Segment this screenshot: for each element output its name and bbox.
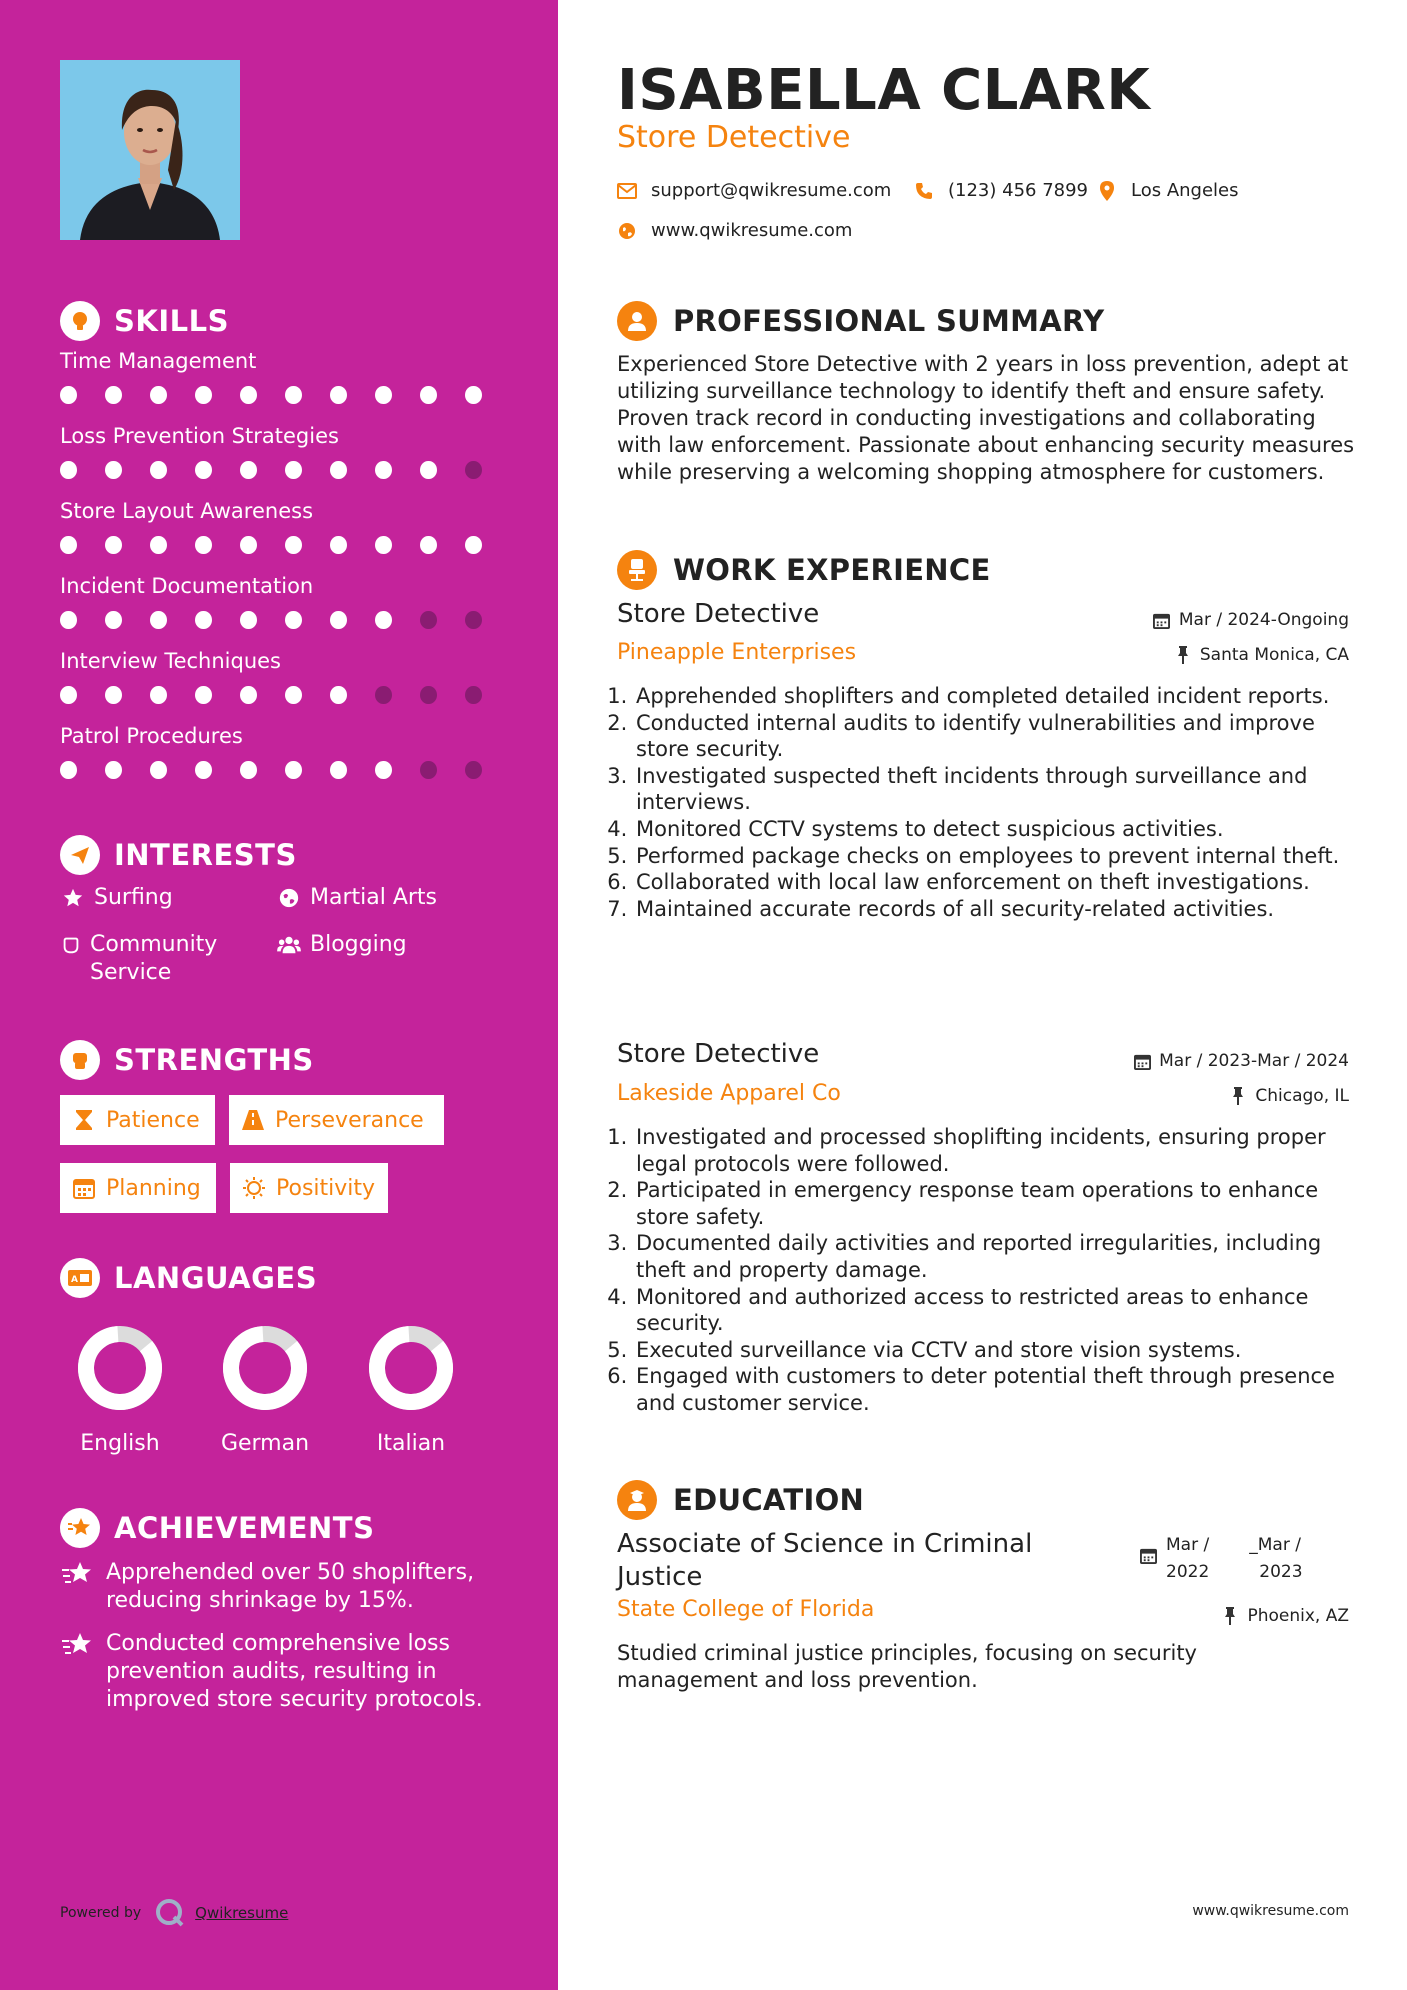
pushpin-icon bbox=[1229, 1087, 1247, 1105]
rating-dot-filled bbox=[375, 761, 392, 779]
rating-dot-filled bbox=[285, 761, 302, 779]
user-icon bbox=[617, 301, 657, 341]
rating-dot-filled bbox=[195, 686, 212, 704]
summary-header bbox=[617, 300, 1104, 342]
skill-rating bbox=[60, 386, 510, 404]
rating-dot-filled bbox=[465, 536, 482, 554]
rating-dot-filled bbox=[195, 386, 212, 404]
envelope-icon bbox=[617, 181, 637, 201]
interest-item bbox=[276, 884, 437, 912]
summary-text: Experienced Store Detective with 2 years in loss prevention, adept at utilizing surveillance technology to identify theft and ensure safety. Proven track record in conducting investigations and collaborating with law enforcement. Passionate about enhancing security measures while preserving a welcoming shopping atmosphere for customers. bbox=[617, 352, 1355, 484]
calendar-icon bbox=[1133, 1052, 1151, 1070]
skill-name: Patrol Procedures bbox=[60, 724, 243, 748]
job-dates-text: Mar / 2024-Ongoing bbox=[1178, 610, 1349, 630]
email-text: support@qwikresume.com bbox=[651, 180, 892, 201]
map-pin-icon bbox=[1097, 181, 1117, 201]
skill-rating bbox=[60, 536, 510, 554]
achievement-item bbox=[60, 1630, 510, 1714]
location-text: Los Angeles bbox=[1131, 180, 1239, 201]
rating-dot-filled bbox=[195, 461, 212, 479]
candidate-role: Store Detective bbox=[617, 120, 851, 155]
duty-item: 4. Monitored CCTV systems to detect suspicious activities. bbox=[634, 816, 1359, 843]
rating-dot-filled bbox=[240, 686, 257, 704]
rating-dot-empty bbox=[465, 611, 482, 629]
graduate-icon bbox=[617, 1480, 657, 1520]
skill-name: Time Management bbox=[60, 349, 257, 373]
language-name: Italian bbox=[376, 1431, 446, 1456]
language-name: German bbox=[220, 1431, 310, 1456]
strength-badge bbox=[60, 1163, 216, 1213]
pushpin-icon bbox=[1174, 646, 1192, 664]
languages-header bbox=[60, 1258, 317, 1298]
job-location bbox=[1174, 645, 1349, 665]
language-item bbox=[205, 1325, 325, 1456]
edu-start-year: 2022 bbox=[1166, 1562, 1210, 1582]
candidate-name: ISABELLA CLARK bbox=[617, 58, 1151, 123]
rating-dot-filled bbox=[285, 611, 302, 629]
rating-dot-filled bbox=[285, 461, 302, 479]
job-location-text: Santa Monica, CA bbox=[1199, 645, 1349, 665]
rating-dot-filled bbox=[105, 686, 122, 704]
rating-dot-filled bbox=[195, 761, 212, 779]
strength-label: Perseverance bbox=[275, 1107, 424, 1133]
interest-label: Blogging bbox=[310, 932, 407, 957]
school-name: State College of Florida bbox=[617, 1597, 875, 1622]
language-name: English bbox=[80, 1431, 160, 1456]
road-icon bbox=[241, 1108, 265, 1132]
skill-item bbox=[60, 721, 510, 779]
award-star-icon bbox=[60, 1559, 96, 1589]
job-company: Pineapple Enterprises bbox=[617, 640, 857, 665]
languages-title: LANGUAGES bbox=[114, 1261, 318, 1295]
rating-dot-filled bbox=[330, 611, 347, 629]
rating-dot-filled bbox=[240, 536, 257, 554]
powered-by bbox=[60, 1898, 288, 1928]
achievement-text: Conducted comprehensive loss prevention audits, resulting in improved store security protocols. bbox=[106, 1631, 483, 1712]
rating-dot-filled bbox=[60, 461, 77, 479]
edu-end-month: _Mar / bbox=[1249, 1535, 1301, 1555]
rating-dot-filled bbox=[105, 536, 122, 554]
language-proficiency-ring bbox=[368, 1325, 454, 1411]
skill-rating bbox=[60, 461, 510, 479]
interest-item bbox=[276, 931, 407, 959]
interest-label: Community Service bbox=[90, 932, 218, 985]
interest-label: Martial Arts bbox=[310, 885, 438, 910]
job-dates bbox=[1133, 1051, 1349, 1071]
job-dates-text: Mar / 2023-Mar / 2024 bbox=[1159, 1051, 1349, 1071]
award-star-icon bbox=[60, 1630, 96, 1660]
qwikresume-logo-icon bbox=[155, 1898, 185, 1928]
duty-item: 3. Documented daily activities and reported irregularities, including theft and property damage. bbox=[634, 1230, 1359, 1283]
pushpin-icon bbox=[1221, 1607, 1239, 1625]
rating-dot-filled bbox=[60, 761, 77, 779]
skill-item bbox=[60, 571, 510, 629]
sun-icon bbox=[242, 1176, 266, 1200]
rating-dot-filled bbox=[105, 611, 122, 629]
contact-phone[interactable] bbox=[914, 180, 1088, 201]
rating-dot-filled bbox=[330, 536, 347, 554]
education-header bbox=[617, 1479, 864, 1521]
rating-dot-filled bbox=[150, 686, 167, 704]
strength-badge bbox=[230, 1163, 388, 1213]
contact-website[interactable] bbox=[617, 220, 852, 241]
users-icon bbox=[276, 931, 302, 959]
skill-name: Incident Documentation bbox=[60, 574, 314, 598]
rating-dot-filled bbox=[150, 536, 167, 554]
job-company: Lakeside Apparel Co bbox=[617, 1081, 841, 1106]
rating-dot-filled bbox=[240, 761, 257, 779]
interest-item bbox=[60, 884, 173, 912]
qwikresume-link[interactable]: Qwikresume bbox=[195, 1904, 289, 1922]
powered-by-label: Powered by bbox=[60, 1905, 142, 1921]
rating-dot-filled bbox=[240, 461, 257, 479]
achievements-title: ACHIEVEMENTS bbox=[114, 1511, 375, 1545]
rating-dot-filled bbox=[150, 761, 167, 779]
rating-dot-filled bbox=[330, 461, 347, 479]
achievements-header bbox=[60, 1508, 374, 1548]
experience-header bbox=[617, 549, 991, 591]
rating-dot-filled bbox=[60, 386, 77, 404]
lightbulb-icon bbox=[60, 301, 100, 341]
edu-end-year: 2023 bbox=[1259, 1562, 1303, 1582]
language-proficiency-ring bbox=[222, 1325, 308, 1411]
strength-label: Planning bbox=[106, 1175, 201, 1201]
interest-label: Surfing bbox=[94, 885, 173, 910]
rating-dot-filled bbox=[285, 386, 302, 404]
rating-dot-filled bbox=[375, 461, 392, 479]
rating-dot-empty bbox=[465, 686, 482, 704]
language-item bbox=[351, 1325, 471, 1456]
rating-dot-filled bbox=[150, 611, 167, 629]
footer-url[interactable]: www.qwikresume.com bbox=[1192, 1903, 1349, 1919]
interest-item bbox=[60, 931, 260, 987]
skill-name: Interview Techniques bbox=[60, 649, 282, 673]
rating-dot-filled bbox=[330, 761, 347, 779]
duty-item: 6. Engaged with customers to deter potential theft through presence and customer service. bbox=[634, 1363, 1359, 1416]
star-icon bbox=[60, 884, 86, 912]
skill-item bbox=[60, 421, 510, 479]
job-location-text: Chicago, IL bbox=[1255, 1086, 1349, 1106]
strengths-header bbox=[60, 1040, 314, 1080]
degree-title: Associate of Science in Criminal Justice bbox=[617, 1529, 1033, 1592]
job-title: Store Detective bbox=[617, 1039, 820, 1069]
duty-item: 5. Executed surveillance via CCTV and store vision systems. bbox=[634, 1337, 1359, 1364]
rating-dot-empty bbox=[420, 611, 437, 629]
education-location bbox=[1221, 1606, 1349, 1626]
rating-dot-empty bbox=[375, 686, 392, 704]
website-text: www.qwikresume.com bbox=[651, 220, 853, 241]
contact-location bbox=[1097, 180, 1239, 201]
rating-dot-filled bbox=[420, 386, 437, 404]
job-dates bbox=[1153, 610, 1349, 630]
strength-label: Positivity bbox=[276, 1175, 376, 1201]
strength-label: Patience bbox=[106, 1107, 200, 1133]
calendar-icon bbox=[72, 1176, 96, 1200]
duty-item: 1. Investigated and processed shoplifting incidents, ensuring proper legal protocols were followed. bbox=[634, 1124, 1359, 1177]
skill-name: Store Layout Awareness bbox=[60, 499, 314, 523]
strengths-title: STRENGTHS bbox=[114, 1043, 314, 1077]
paper-plane-icon bbox=[60, 835, 100, 875]
duty-item: 2. Participated in emergency response team operations to enhance store safety. bbox=[634, 1177, 1359, 1230]
rating-dot-filled bbox=[330, 386, 347, 404]
rating-dot-filled bbox=[285, 686, 302, 704]
rating-dot-filled bbox=[375, 386, 392, 404]
rating-dot-filled bbox=[420, 461, 437, 479]
rating-dot-filled bbox=[60, 686, 77, 704]
rating-dot-filled bbox=[465, 386, 482, 404]
globe-icon bbox=[276, 884, 302, 912]
contact-email[interactable] bbox=[617, 180, 891, 201]
hourglass-icon bbox=[72, 1108, 96, 1132]
sidebar bbox=[0, 0, 558, 1990]
rating-dot-empty bbox=[465, 461, 482, 479]
duty-item: 7. Maintained accurate records of all security-related activities. bbox=[634, 896, 1359, 923]
duty-item: 3. Investigated suspected theft incidents through surveillance and interviews. bbox=[634, 763, 1359, 816]
language-proficiency-ring bbox=[77, 1325, 163, 1411]
duty-item: 6. Collaborated with local law enforcement on theft investigations. bbox=[634, 869, 1359, 896]
rating-dot-empty bbox=[465, 761, 482, 779]
rating-dot-filled bbox=[375, 536, 392, 554]
office-chair-icon bbox=[617, 550, 657, 590]
hand-icon bbox=[60, 931, 82, 959]
phone-icon bbox=[914, 181, 934, 201]
rating-dot-empty bbox=[420, 761, 437, 779]
job-duties-list bbox=[612, 683, 1359, 922]
rating-dot-filled bbox=[105, 461, 122, 479]
achievement-text: Apprehended over 50 shoplifters, reducing shrinkage by 15%. bbox=[106, 1560, 475, 1613]
skill-rating bbox=[60, 761, 510, 779]
achievement-item bbox=[60, 1559, 510, 1615]
skill-rating bbox=[60, 686, 510, 704]
job-title: Store Detective bbox=[617, 599, 820, 629]
education-location-text: Phoenix, AZ bbox=[1247, 1606, 1349, 1626]
profile-photo bbox=[60, 60, 240, 240]
duty-item: 5. Performed package checks on employees to prevent internal theft. bbox=[634, 843, 1359, 870]
education-description: Studied criminal justice principles, focusing on security management and loss prevention. bbox=[617, 1641, 1197, 1692]
phone-text: (123) 456 7899 bbox=[948, 180, 1089, 201]
calendar-icon bbox=[1153, 611, 1171, 629]
svg-text:A: A bbox=[71, 1275, 78, 1285]
skill-name: Loss Prevention Strategies bbox=[60, 424, 339, 448]
rating-dot-filled bbox=[330, 686, 347, 704]
job-location bbox=[1229, 1086, 1349, 1106]
rating-dot-filled bbox=[195, 611, 212, 629]
education-title: EDUCATION bbox=[673, 1483, 865, 1517]
strength-badge bbox=[229, 1095, 444, 1145]
rating-dot-filled bbox=[150, 461, 167, 479]
skill-item bbox=[60, 496, 510, 554]
rating-dot-filled bbox=[60, 536, 77, 554]
trophy-star-icon bbox=[60, 1508, 100, 1548]
globe-icon bbox=[617, 221, 637, 241]
language-icon bbox=[60, 1258, 100, 1298]
skill-item bbox=[60, 346, 510, 404]
rating-dot-filled bbox=[375, 611, 392, 629]
skills-header bbox=[60, 301, 229, 341]
fist-icon bbox=[60, 1040, 100, 1080]
rating-dot-filled bbox=[240, 611, 257, 629]
rating-dot-filled bbox=[105, 761, 122, 779]
experience-title: WORK EXPERIENCE bbox=[673, 553, 991, 587]
skill-item bbox=[60, 646, 510, 704]
rating-dot-filled bbox=[240, 386, 257, 404]
interests-title: INTERESTS bbox=[114, 838, 297, 872]
duty-item: 4. Monitored and authorized access to restricted areas to enhance security. bbox=[634, 1284, 1359, 1337]
rating-dot-filled bbox=[105, 386, 122, 404]
skill-rating bbox=[60, 611, 510, 629]
calendar-icon bbox=[1140, 1546, 1158, 1564]
edu-start-month: Mar / bbox=[1166, 1535, 1210, 1555]
education-dates bbox=[1140, 1532, 1303, 1586]
job-duties-list bbox=[612, 1124, 1359, 1417]
summary-title: PROFESSIONAL SUMMARY bbox=[673, 304, 1105, 338]
rating-dot-filled bbox=[420, 536, 437, 554]
duty-item: 1. Apprehended shoplifters and completed detailed incident reports. bbox=[634, 683, 1359, 710]
rating-dot-filled bbox=[60, 611, 77, 629]
rating-dot-filled bbox=[285, 536, 302, 554]
interests-header bbox=[60, 835, 297, 875]
duty-item: 2. Conducted internal audits to identify vulnerabilities and improve store security. bbox=[634, 710, 1359, 763]
skills-title: SKILLS bbox=[114, 304, 229, 338]
language-item bbox=[60, 1325, 180, 1456]
rating-dot-empty bbox=[420, 686, 437, 704]
rating-dot-filled bbox=[150, 386, 167, 404]
strength-badge bbox=[60, 1095, 215, 1145]
rating-dot-filled bbox=[195, 536, 212, 554]
